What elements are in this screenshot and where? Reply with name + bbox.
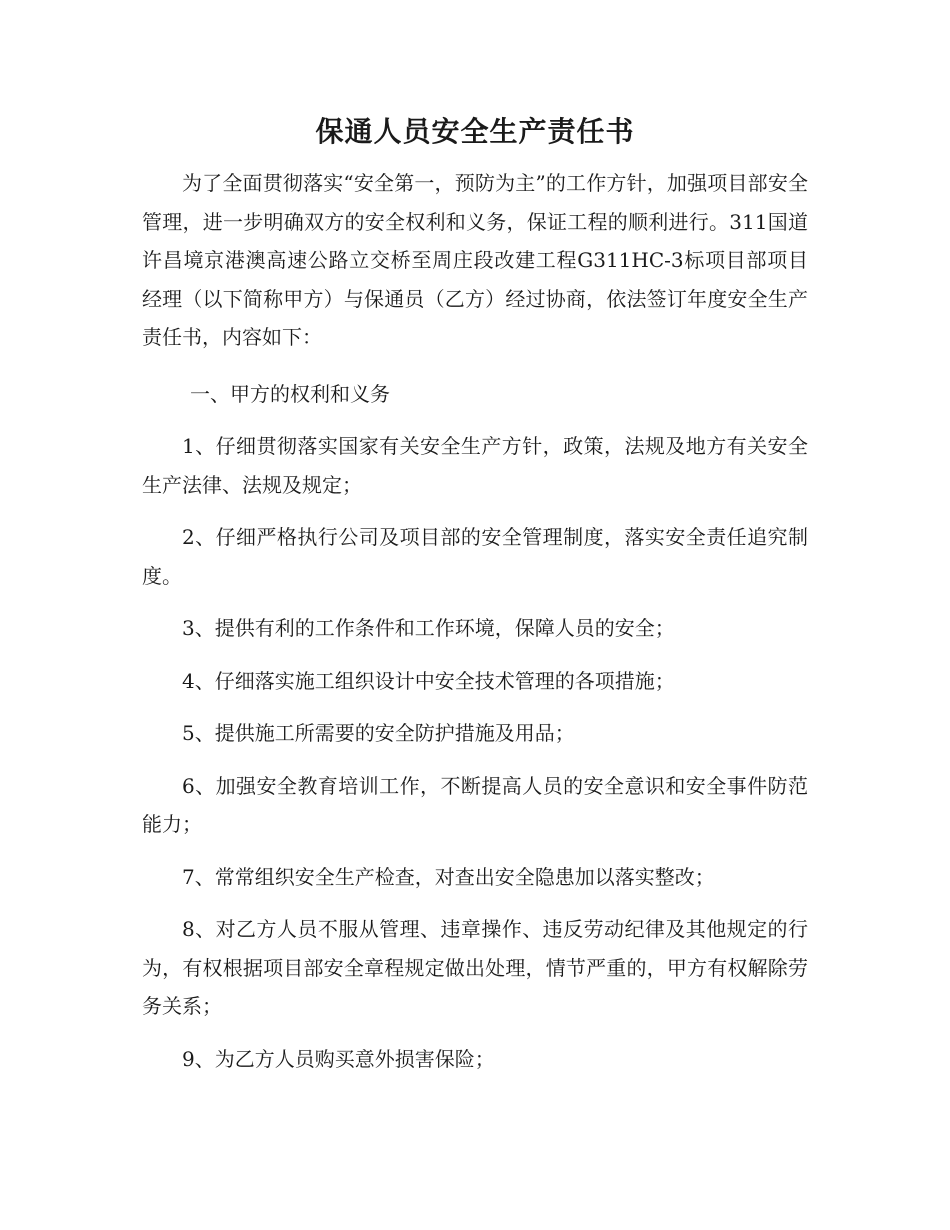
list-item: 8、对乙方人员不服从管理、违章操作、违反劳动纪律及其他规定的行为，有权根据项目部安全章程规定做出处理，情节严重的，甲方有权解除劳务关系； <box>142 917 808 1018</box>
section-heading: 一、甲方的权利和义务 <box>190 381 390 406</box>
document-title: 保通人员安全生产责任书 <box>315 115 635 148</box>
list-item: 1、仔细贯彻落实国家有关安全生产方针，政策，法规及地方有关安全生产法律、法规及规定； <box>142 434 808 497</box>
list-item: 9、为乙方人员购买意外损害保险； <box>182 1046 495 1071</box>
list-item: 6、加强安全教育培训工作，不断提高人员的安全意识和安全事件防范能力； <box>142 773 808 836</box>
document-body <box>142 164 808 1092</box>
list-item: 5、提供施工所需要的安全防护措施及用品； <box>182 721 575 745</box>
list-item: 3、提供有利的工作条件和工作环境，保障人员的安全； <box>182 616 675 640</box>
list-item: 2、仔细严格执行公司及项目部的安全管理制度，落实安全责任追究制度。 <box>142 525 808 588</box>
list-item: 7、常常组织安全生产检查，对查出安全隐患加以落实整改； <box>182 864 715 889</box>
intro-paragraph: 为了全面贯彻落实“安全第一，预防为主”的工作方针，加强项目部安全管理，进一步明确双方的安全权利和义务，保证工程的顺利进行。311国道许昌境京港澳高速公路立交桥至周庄段改建工程G311HC-3标项目部项目经理（以下简称甲方）与保通员（乙方）经过协商，依法签订年度安全生产责任书，内容如下： <box>142 171 808 349</box>
list-item: 4、仔细落实施工组织设计中安全技术管理的各项措施； <box>182 668 675 693</box>
